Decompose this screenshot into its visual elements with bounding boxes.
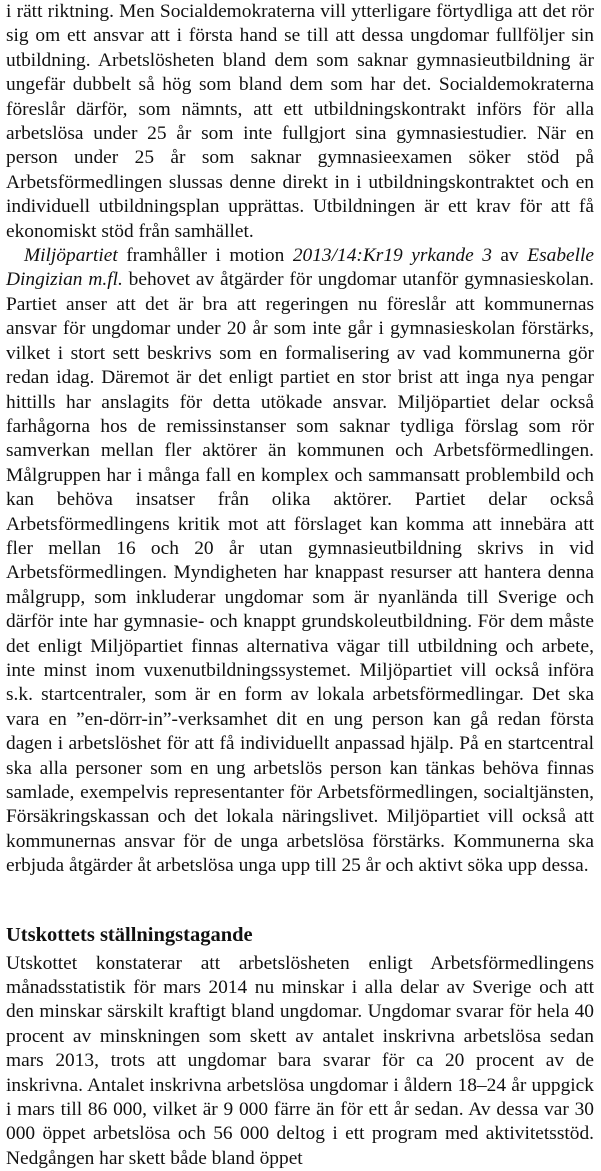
document-page [6,0,594,1171]
paragraph-text: av [491,245,528,267]
motion-reference: 2013/14:Kr19 yrkande 3 [292,245,492,267]
paragraph-text: framhåller i motion [117,245,293,267]
motion-authors: Esabelle Dingizian m.fl. [6,245,595,291]
body-paragraph-miljopartiet [6,244,594,879]
body-paragraph: i rätt riktning. Men Socialdemokraterna vill ytterligare förtydliga att det rör sig om ett ansvar att i första hand se till att dessa ungdomar fullföljer sin utbildning. Arbetslösheten bland dem som saknar gymnasieutbildning är ungefär dubbelt så hög som bland dem som har det. Socialdemokraterna föreslår därför, som nämnts, att ett utbildningskontrakt införs för alla arbetslösa under 25 år som inte fullgjort sina gymnasiestudier. När en person under 25 år som saknar gymnasieexamen söker stöd på Arbetsförmedlingen slussas denne direkt in i utbildningskontraktet och en individuell utbildningsplan upprättas. Utbildningen är ett krav för att få ekonomiskt stöd från samhället. [6,1,594,242]
section-heading: Utskottets ställningstagande [6,923,253,946]
party-name: Miljöpartiet [24,245,118,267]
paragraph-text: behovet av åtgärder för ungdomar utanför gymnasieskolan. Partiet anser att det är bra att regeringen nu föreslår att kommunernas ansvar för ungdomar under 20 år som inte går i gymnasieskolan förstärks, vilket i stort sett beskrivs som en formalisering av vad kommunerna gör redan idag. Däremot är det enligt partiet en stor brist att inga nya pengar hittills har anslagits för detta utökade ansvar. Miljöpartiet delar också farhågorna hos de remissinstanser som saknar tydliga förslag som rör samverkan mellan fler aktörer än kommunen och Arbetsförmedlingen. Målgruppen har i många fall en komplex och sammansatt problembild och kan behöva insatser från olika aktörer. Partiet delar också Arbetsförmedlingens kritik mot att förslaget kan komma att innebära att fler mellan 16 och 20 år utan gymnasieutbildning skrivs in vid Arbetsförmedlingen. Myndigheten har knappast resurser att hantera denna målgrupp, som inkluderar ungdomar som är nyanlända till Sverige och därför inte har gymnasie- och knappt grundskoleutbildning. För dem måste det enligt Miljöpartiet finnas alternativa vägar till utbildning och arbete, inte minst inom vuxenutbildningssystemet. Miljöpartiet vill också införa s.k. startcentraler, som är en form av lokala arbetsförmedlingar. Det ska vara en ”en-dörr-in”-verksamhet dit en ung person kan gå redan första dagen i arbetslöshet för att få individuellt anpassad hjälp. På en startcentral ska alla personer som en ung arbetslös person kan tänkas behöva finnas samlade, exempelvis representanter för Arbetsförmedlingen, socialtjänsten, Försäkringskassan och det lokala näringslivet. Miljöpartiet vill också att kommunernas ansvar för de unga arbetslösa förstärks. Kommunerna ska erbjuda åtgärder åt arbetslösa unga upp till 25 år och aktivt söka upp dessa. [6,269,594,877]
body-paragraph-committee: Utskottet konstaterar att arbetslösheten enligt Arbetsförmedlingens månadsstatistik för mars 2014 nu minskar i alla delar av Sverige och att den minskar särskilt kraftigt bland ungdomar. Ungdomar svarar för hela 40 procent av minskningen som skett av antalet inskrivna arbetslösa sedan mars 2013, trots att ungdomar bara svarar för ca 20 procent av de inskrivna. Antalet inskrivna arbetslösa ungdomar i åldern 18–24 år uppgick i mars till 86 000, vilket är 9 000 färre än för ett år sedan. Av dessa var 30 000 öppet arbetslösa och 56 000 deltog i ett program med aktivitetsstöd. Nedgången har skett både bland öppet [6,952,594,1169]
section-heading-wrapper [6,922,594,948]
